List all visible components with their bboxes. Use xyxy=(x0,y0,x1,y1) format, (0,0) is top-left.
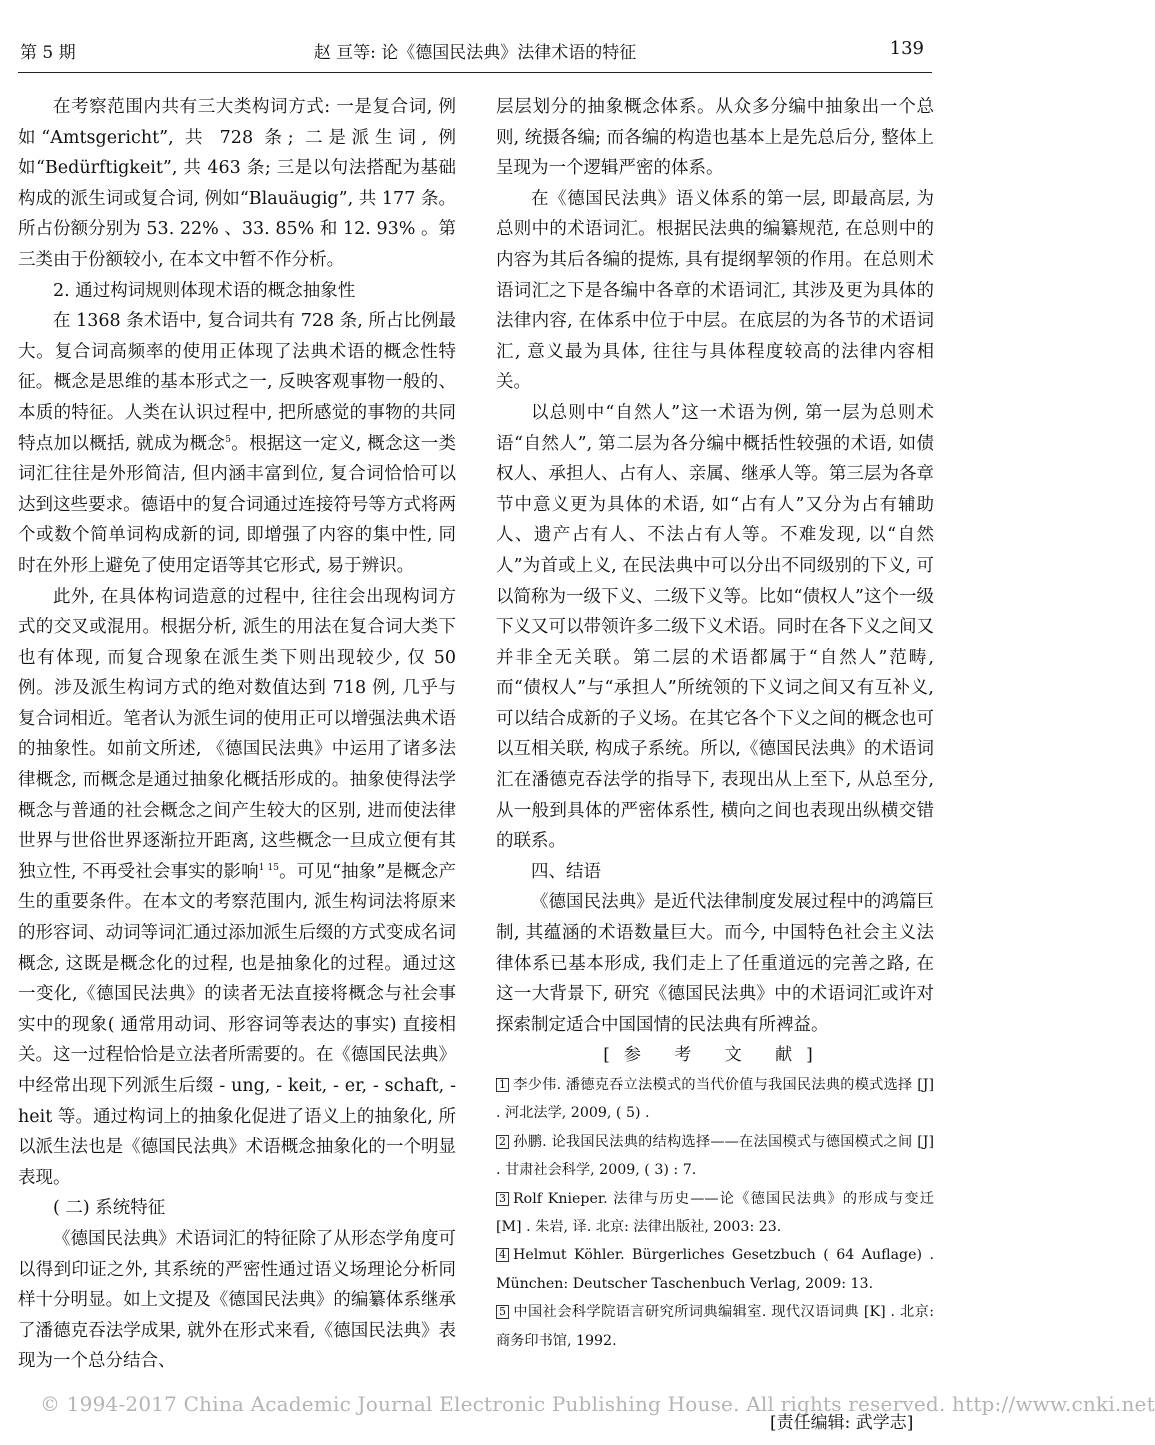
section-heading: 2. 通过构词规则体现术语的概念抽象性 xyxy=(53,280,356,301)
left-column xyxy=(18,92,456,1377)
reference-text: 中国社会科学院语言研究所词典编辑室. 现代汉语词典 [K] . 北京: 商务印书馆, 1992. xyxy=(496,1304,934,1349)
footnote-mark: 5 xyxy=(225,434,231,445)
paragraph xyxy=(18,306,456,581)
header-rule xyxy=(18,72,932,73)
page-number: 139 xyxy=(889,38,924,59)
running-title: 赵 亘等: 论《德国民法典》法律术语的特征 xyxy=(313,43,637,63)
paragraph: 层层划分的抽象概念体系。从众多分编中抽象出一个总则, 统摄各编; 而各编的构造也基本上是先总后分, 整体上呈现为一个逻辑严密的体系。 xyxy=(496,97,934,179)
paragraph: 《德国民法典》是近代法律制度发展过程中的鸿篇巨制, 其蕴涵的术语数量巨大。而今, 中国特色社会主义法律体系已基本形成, 我们走上了任重道远的完善之路, 在这一大背景下, 研究《德国民法典》中的术语词汇或许对探索制定适合中国国情的民法典有所裨益。 xyxy=(496,892,934,1035)
section-heading: 四、结语 xyxy=(531,861,601,882)
reference-list xyxy=(496,1071,934,1355)
reference-item xyxy=(496,1298,934,1355)
issue-number: 第 5 期 xyxy=(20,43,76,63)
paragraph xyxy=(18,582,456,1194)
reference-number: 2 xyxy=(496,1135,509,1149)
references-title: [参 考 文 献] xyxy=(603,1045,827,1066)
reference-text: 孙鹏. 论我国民法典的结构选择——在法国模式与德国模式之间 [J] . 甘肃社会科学, 2009, ( 3) : 7. xyxy=(496,1133,934,1179)
copyright-watermark: © 1994-2017 China Academic Journal Electronic Publishing House. All rights reserved. http://www.cnki.net xyxy=(40,1392,1155,1416)
reference-item xyxy=(496,1128,934,1185)
paragraph-text: 此外, 在具体构词造意的过程中, 往往会出现构词方式的交叉或混用。根据分析, 派生的用法在复合词大类下也有体现, 而复合现象在派生类下则出现较少, 仅 50 例。涉及派生构词方式的绝对数值达到 718 例, 几乎与复合词相近。笔者认为派生词的使用正可以增强法典术语的抽象性。如前文所述, 《德国民法典》中运用了诸多法律概念, 而概念是通过抽象化概括形成的。抽象使得法学概念与普通的社会概念之间产生较大的区别, 进而使法律世界与世俗世界逐渐拉开距离, 这些概念一旦成立便有其独立性, 不再受社会事实的影响 xyxy=(18,586,456,882)
reference-item xyxy=(496,1241,934,1298)
section-heading: ( 二) 系统特征 xyxy=(53,1198,166,1219)
reference-text: Rolf Knieper. 法律与历史——论《德国民法典》的形成与变迁 [M] . 朱岩, 译. 北京: 法律出版社, 2003: 23. xyxy=(496,1190,934,1236)
page-header xyxy=(18,38,932,72)
reference-item xyxy=(496,1185,934,1242)
paragraph: 在《德国民法典》语义体系的第一层, 即最高层, 为总则中的术语词汇。根据民法典的编纂规范, 在总则中的内容为其后各编的提炼, 具有提纲挈领的作用。在总则术语词汇之下是各编中各章的术语词汇, 其涉及更为具体的法律内容, 在体系中位于中层。在底层的为各节的术语词汇, 意义最为具体, 往往与具体程度较高的法律内容相关。 xyxy=(496,188,934,393)
reference-text: Helmut Köhler. Bürgerliches Gesetzbuch ( 64 Auflage) . München: Deutscher Taschenbuch Verlag, 2009: 13. xyxy=(496,1247,934,1292)
right-column xyxy=(496,92,934,1355)
paragraph: 在考察范围内共有三大类构词方式: 一是复合词, 例如“Amtsgericht”, 共 728 条; 二是派生词, 例如“Bedürftigkeit”, 共 463 条; 三是以句法搭配为基础构成的派生词或复合词, 例如“Blauäugig”, 共 177 条。所占份额分别为 53. 22% 、33. 85% 和 12. 93% 。第三类由于份额较小, 在本文中暂不作分析。 xyxy=(18,97,456,270)
reference-item xyxy=(496,1071,934,1128)
footnote-mark: 1 15 xyxy=(258,863,279,874)
responsible-editor: [责任编辑: 武学志] xyxy=(770,1413,914,1433)
reference-number: 1 xyxy=(496,1078,509,1092)
reference-number: 3 xyxy=(496,1192,509,1206)
paragraph-text: 。可见“抽象”是概念产生的重要条件。在本文的考察范围内, 派生构词法将原来的形容词、动词等词汇通过添加派生后缀的方式变成名词概念, 这既是概念化的过程, 也是抽象化的过程。通过这一变化,《德国民法典》的读者无法直接将概念与社会事实中的现象( 通常用动词、形容词等表达的事实) 直接相关。这一过程恰恰是立法者所需要的。在《德国民法典》中经常出现下列派生后缀 - ung, - keit, - er, - schaft, - heit 等。通过构词上的抽象化促进了语义上的抽象化, 所以派生法也是《德国民法典》术语概念抽象化的一个明显表现。 xyxy=(18,861,457,1188)
paragraph-text: 。根据这一定义, 概念这一类词汇往往是外形简洁, 但内涵丰富到位, 复合词恰恰可以达到这些要求。德语中的复合词通过连接符号等方式将两个或数个简单词构成新的词, 即增强了内容的集中性, 同时在外形上避免了使用定语等其它形式, 易于辨识。 xyxy=(18,433,457,576)
reference-text: 李少伟. 潘德克吞立法模式的当代价值与我国民法典的模式选择 [J] . 河北法学, 2009, ( 5) . xyxy=(496,1077,934,1122)
paragraph-text: 在 1368 条术语中, 复合词共有 728 条, 所占比例最大。复合词高频率的使用正体现了法典术语的概念性特征。概念是思维的基本形式之一, 反映客观事物一般的、本质的特征。人类在认识过程中, 把所感觉的事物的共同特点加以概括, 就成为概念 xyxy=(18,311,456,454)
reference-number: 5 xyxy=(496,1305,509,1319)
reference-number: 4 xyxy=(496,1248,509,1262)
paragraph: 《德国民法典》术语词汇的特征除了从形态学角度可以得到印证之外, 其系统的严密性通过语义场理论分析同样十分明显。如上文提及《德国民法典》的编纂体系继承了潘德克吞法学成果, 就外在形式来看,《德国民法典》表现为一个总分结合、 xyxy=(18,1228,456,1372)
paragraph: 以总则中“自然人”这一术语为例, 第一层为总则术语“自然人”, 第二层为各分编中概括性较强的术语, 如债权人、承担人、占有人、亲属、继承人等。第三层为各章节中意义更为具体的术语, 如“占有人”又分为占有辅助人、遗产占有人、不法占有人等。不难发现, 以“自然人”为首或上义, 在民法典中可以分出不同级别的下义, 可以简称为一级下义、二级下义等。比如“债权人”这个一级下义又可以带领许多二级下义术语。同时在各下义之间又并非全无关联。第二层的术语都属于“自然人”范畴, 而“债权人”与“承担人”所统领的下义词之间又有互补义, 可以结合成新的子义场。在其它各个下义之间的概念也可以互相关联, 构成子系统。所以,《德国民法典》的术语词汇在潘德克吞法学的指导下, 表现出从上至下, 从总至分, 从一般到具体的严密体系性, 横向之间也表现出纵横交错的联系。 xyxy=(496,402,934,852)
